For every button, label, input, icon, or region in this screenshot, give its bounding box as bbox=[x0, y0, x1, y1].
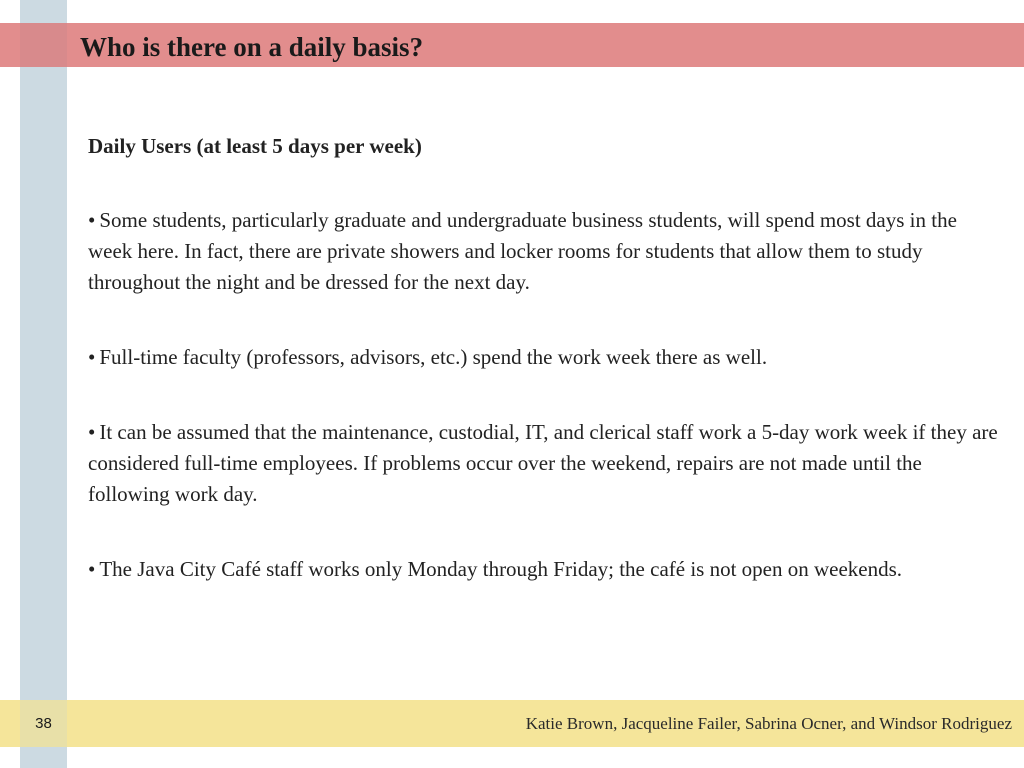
bullet-text: The Java City Café staff works only Monday through Friday; the café is not open on weekends. bbox=[99, 557, 903, 581]
bullet-marker: • bbox=[88, 420, 96, 444]
bullet-text: It can be assumed that the maintenance, custodial, IT, and clerical staff work a 5-day work week if they are considered full-time employees. If problems occur over the weekend, repairs are not made until the following work day. bbox=[88, 420, 998, 506]
bullet-item bbox=[88, 205, 1006, 298]
bullet-marker: • bbox=[88, 345, 96, 369]
bullet-text: Full-time faculty (professors, advisors, etc.) spend the work week there as well. bbox=[99, 345, 768, 369]
bullet-item bbox=[88, 342, 1006, 373]
left-accent-stripe bbox=[20, 0, 67, 768]
slide-title: Who is there on a daily basis? bbox=[80, 32, 424, 62]
bullet-item bbox=[88, 417, 1006, 510]
bullet-marker: • bbox=[88, 557, 96, 581]
bullet-marker: • bbox=[88, 208, 96, 232]
bullet-text: Some students, particularly graduate and undergraduate business students, will spend most days in the week here. In fact, there are private showers and locker rooms for students that allow them to study throughout the night and be dressed for the next day. bbox=[88, 208, 957, 294]
subheading: Daily Users (at least 5 days per week) bbox=[88, 134, 422, 158]
footer-authors: Katie Brown, Jacqueline Failer, Sabrina Ocner, and Windsor Rodriguez bbox=[525, 714, 1012, 733]
bullet-item bbox=[88, 554, 1006, 585]
slide-content bbox=[88, 131, 1006, 629]
page-number: 38 bbox=[35, 715, 52, 732]
title-bar-accent bbox=[20, 23, 67, 67]
